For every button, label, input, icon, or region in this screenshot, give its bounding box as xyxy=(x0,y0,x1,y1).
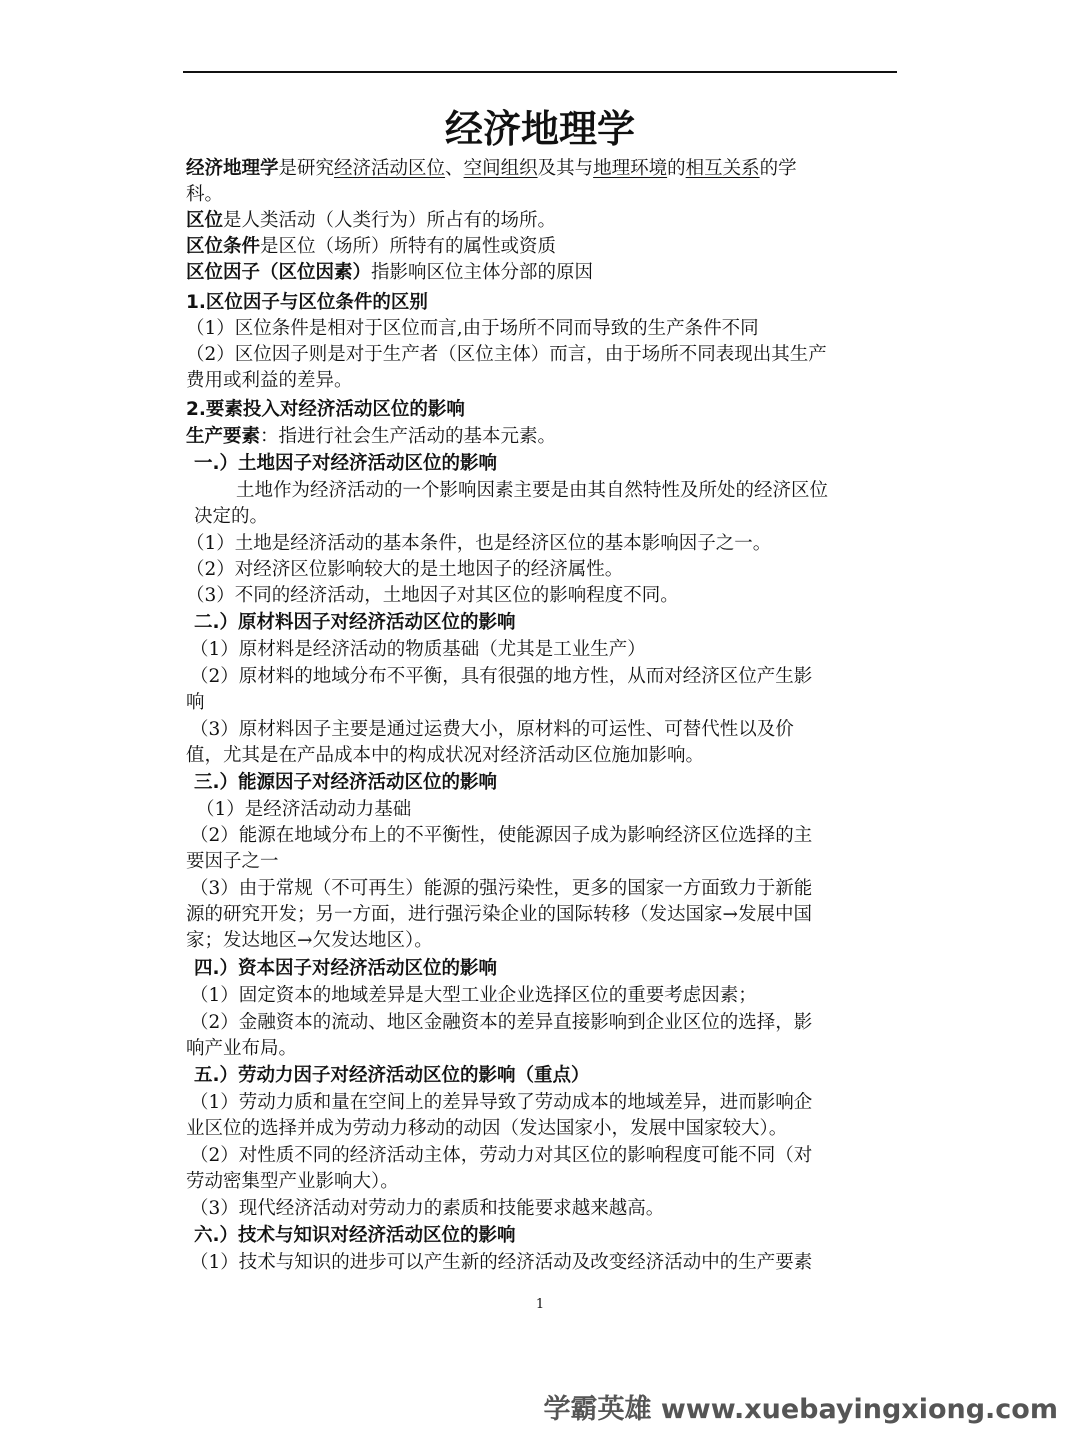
paragraph: （1）技术与知识的进步可以产生新的经济活动及改变经济活动中的生产要素 xyxy=(190,1252,813,1273)
section-2-heading: 2.要素投入对经济活动区位的影响 xyxy=(186,399,465,420)
factor-4-heading: 四.）资本因子对经济活动区位的影响 xyxy=(194,958,498,979)
paragraph: 要因子之一 xyxy=(186,851,279,872)
underlined-term: 空间组织 xyxy=(463,158,538,179)
top-rule xyxy=(183,71,897,73)
def-quwei: 区位是人类活动（人类行为）所占有的场所。 xyxy=(186,210,557,231)
def-quwei-yinzi: 区位因子（区位因素）指影响区位主体分部的原因 xyxy=(186,262,594,283)
paragraph: （2）对经济区位影响较大的是土地因子的经济属性。 xyxy=(186,559,624,580)
watermark: 学霸英雄 www.xuebayingxiong.com xyxy=(543,1394,1058,1425)
underlined-term: 相互关系 xyxy=(685,158,760,179)
paragraph: 家；发达地区→欠发达地区）。 xyxy=(186,930,433,951)
def-quwei-tiaojian: 区位条件是区位（场所）所特有的属性或资质 xyxy=(186,236,557,257)
definition-term: 经济地理学 xyxy=(186,158,279,179)
paragraph: （2）原材料的地域分布不平衡，具有很强的地方性，从而对经济区位产生影 xyxy=(190,666,813,687)
factor-3-heading: 三.）能源因子对经济活动区位的影响 xyxy=(194,772,498,793)
paragraph: 响 xyxy=(186,692,205,713)
paragraph: 劳动密集型产业影响大）。 xyxy=(186,1171,399,1192)
definition-cont: 科。 xyxy=(186,184,224,205)
paragraph: （3）现代经济活动对劳动力的素质和技能要求越来越高。 xyxy=(190,1198,665,1219)
factor-1-heading: 一.）土地因子对经济活动区位的影响 xyxy=(194,453,498,474)
paragraph: 决定的。 xyxy=(194,506,269,527)
paragraph: （1）固定资本的地域差异是大型工业企业选择区位的重要考虑因素； xyxy=(190,985,757,1006)
paragraph: （3）原材料因子主要是通过运费大小，原材料的可运性、可替代性以及价 xyxy=(190,719,794,740)
paragraph: 源的研究开发；另一方面，进行强污染企业的国际转移（发达国家→发展中国 xyxy=(186,904,813,925)
paragraph: （2）能源在地域分布上的不平衡性，使能源因子成为影响经济区位选择的主 xyxy=(190,825,813,846)
paragraph: 响产业布局。 xyxy=(186,1038,298,1059)
paragraph: （3）由于常规（不可再生）能源的强污染性，更多的国家一方面致力于新能 xyxy=(190,878,813,899)
paragraph: 土地作为经济活动的一个影响因素主要是由其自然特性及所处的经济区位 xyxy=(236,480,829,501)
page-number: 1 xyxy=(535,1297,545,1312)
factor-5-heading: 五.）劳动力因子对经济活动区位的影响（重点） xyxy=(194,1065,590,1086)
page-title: 经济地理学 xyxy=(444,107,635,151)
paragraph: （1）区位条件是相对于区位而言,由于场所不同而导致的生产条件不同 xyxy=(186,318,759,339)
paragraph: （1）原材料是经济活动的物质基础（尤其是工业生产） xyxy=(190,639,646,660)
section-1-heading: 1.区位因子与区位条件的区别 xyxy=(186,292,428,313)
paragraph: （2）区位因子则是对于生产者（区位主体）而言，由于场所不同表现出其生产 xyxy=(186,344,827,365)
underlined-term: 经济活动区位 xyxy=(334,158,446,179)
factor-6-heading: 六.）技术与知识对经济活动区位的影响 xyxy=(194,1225,516,1246)
paragraph: （2）对性质不同的经济活动主体，劳动力对其区位的影响程度可能不同（对 xyxy=(190,1145,813,1166)
factor-2-heading: 二.）原材料因子对经济活动区位的影响 xyxy=(194,612,516,633)
paragraph: （1）是经济活动动力基础 xyxy=(196,799,412,820)
def-production-factors: 生产要素：指进行社会生产活动的基本元素。 xyxy=(186,426,557,447)
paragraph: （1）土地是经济活动的基本条件，也是经济区位的基本影响因子之一。 xyxy=(186,533,772,554)
paragraph: 业区位的选择并成为劳动力移动的动因（发达国家小，发展中国家较大）。 xyxy=(186,1118,788,1139)
paragraph: 值，尤其是在产品成本中的构成状况对经济活动区位施加影响。 xyxy=(186,745,705,766)
paragraph: 费用或利益的差异。 xyxy=(186,370,353,391)
paragraph: （2）金融资本的流动、地区金融资本的差异直接影响到企业区位的选择，影 xyxy=(190,1012,813,1033)
paragraph: （3）不同的经济活动，土地因子对其区位的影响程度不同。 xyxy=(186,585,679,606)
definition-line: 经济地理学是研究经济活动区位、空间组织及其与地理环境的相互关系的学 xyxy=(186,158,797,179)
paragraph: （1）劳动力质和量在空间上的差异导致了劳动成本的地域差异，进而影响企 xyxy=(190,1092,813,1113)
underlined-term: 地理环境 xyxy=(593,158,668,179)
